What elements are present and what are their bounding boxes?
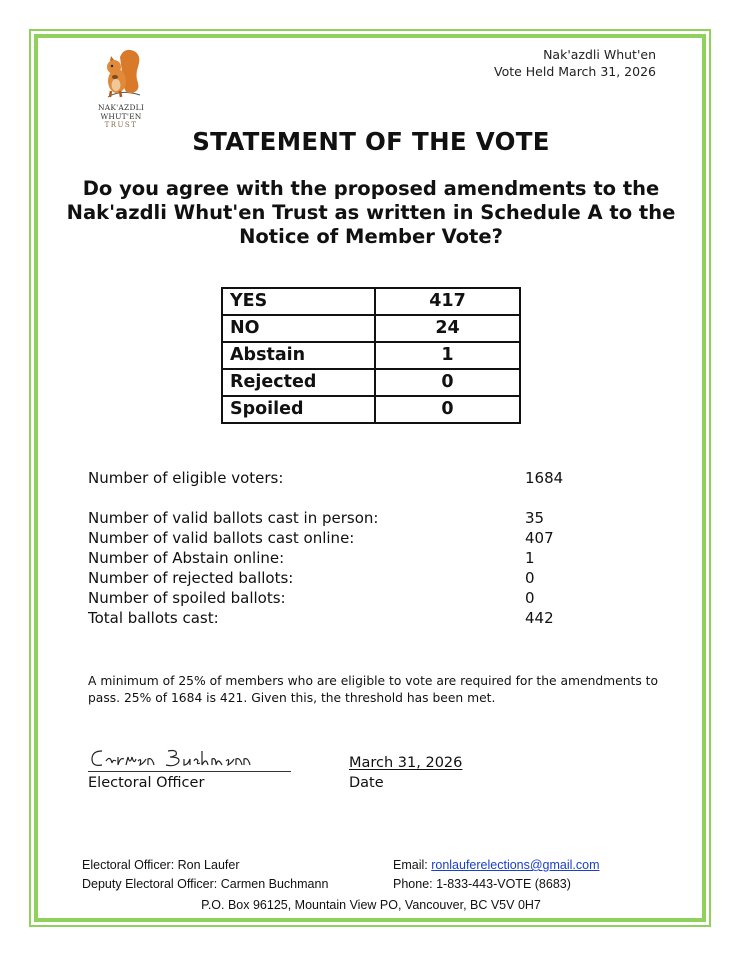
result-value: 0	[375, 396, 520, 423]
results-table	[221, 287, 521, 424]
result-value: 417	[375, 288, 520, 315]
stat-value: 35	[525, 509, 545, 527]
stat-value: 0	[525, 589, 535, 607]
stat-value: 442	[525, 609, 554, 627]
stat-value: 1684	[525, 469, 564, 487]
stat-label: Number of rejected ballots:	[88, 569, 294, 587]
result-label: NO	[222, 315, 375, 342]
stat-value: 1	[525, 549, 535, 567]
result-value: 24	[375, 315, 520, 342]
stat-label: Number of spoiled ballots:	[88, 589, 286, 607]
stat-label: Number of valid ballots cast online:	[88, 529, 355, 547]
signer-role: Electoral Officer	[88, 775, 205, 791]
stat-row-total	[88, 608, 563, 628]
result-label: Rejected	[222, 369, 375, 396]
footer-address: P.O. Box 96125, Mountain View PO, Vancouver, BC V5V 0H7	[201, 898, 541, 912]
logo-trust-text: TRUST	[104, 121, 138, 129]
signature-line	[88, 745, 291, 772]
table-row	[222, 342, 520, 369]
stat-row-eligible	[88, 468, 563, 488]
document-title: STATEMENT OF THE VOTE	[192, 127, 550, 156]
stat-label: Number of valid ballots cast in person:	[88, 509, 379, 527]
result-value: 1	[375, 342, 520, 369]
footer-electoral-officer: Electoral Officer: Ron Laufer	[82, 858, 240, 872]
stat-label: Total ballots cast:	[88, 609, 219, 627]
threshold-note: A minimum of 25% of members who are eligible to vote are required for the amendments to pass. 25% of 1684 is 421. Given this, the threshold has been met.	[88, 674, 658, 705]
stat-value: 407	[525, 529, 554, 547]
stat-row	[88, 588, 563, 608]
stat-label: Number of eligible voters:	[88, 469, 284, 487]
result-label: YES	[222, 288, 375, 315]
table-row	[222, 369, 520, 396]
stat-row	[88, 568, 563, 588]
table-row	[222, 315, 520, 342]
vote-statistics	[88, 468, 563, 628]
stat-row	[88, 548, 563, 568]
signature-date: March 31, 2026	[349, 755, 463, 771]
stat-row	[88, 508, 563, 528]
header-info	[494, 46, 656, 80]
vote-question: Do you agree with the proposed amendments to the Nak'azdli Whut'en Trust as written in Schedule A to the Notice of Member Vote?	[66, 177, 676, 248]
logo-name-text: NAK'AZDLI WHUT'EN	[97, 103, 145, 121]
stat-label: Number of Abstain online:	[88, 549, 285, 567]
stat-row	[88, 528, 563, 548]
result-label: Abstain	[222, 342, 375, 369]
stat-value: 0	[525, 569, 535, 587]
header-vote-date: Vote Held March 31, 2026	[493, 64, 656, 79]
header-org: Nak'azdli Whut'en	[543, 47, 656, 62]
table-row	[222, 288, 520, 315]
result-label: Spoiled	[222, 396, 375, 423]
trust-logo	[80, 45, 162, 129]
result-value: 0	[375, 369, 520, 396]
handwritten-signature	[88, 745, 291, 771]
footer-phone: Phone: 1-833-443-VOTE (8683)	[393, 877, 571, 891]
footer-email	[393, 856, 600, 875]
email-link[interactable]: ronlauferelections@gmail.com	[431, 858, 600, 872]
squirrel-logo-icon	[80, 45, 162, 103]
date-label: Date	[349, 775, 384, 791]
footer-deputy-officer: Deputy Electoral Officer: Carmen Buchmann	[82, 877, 329, 891]
email-label: Email:	[393, 858, 432, 872]
table-row	[222, 396, 520, 423]
